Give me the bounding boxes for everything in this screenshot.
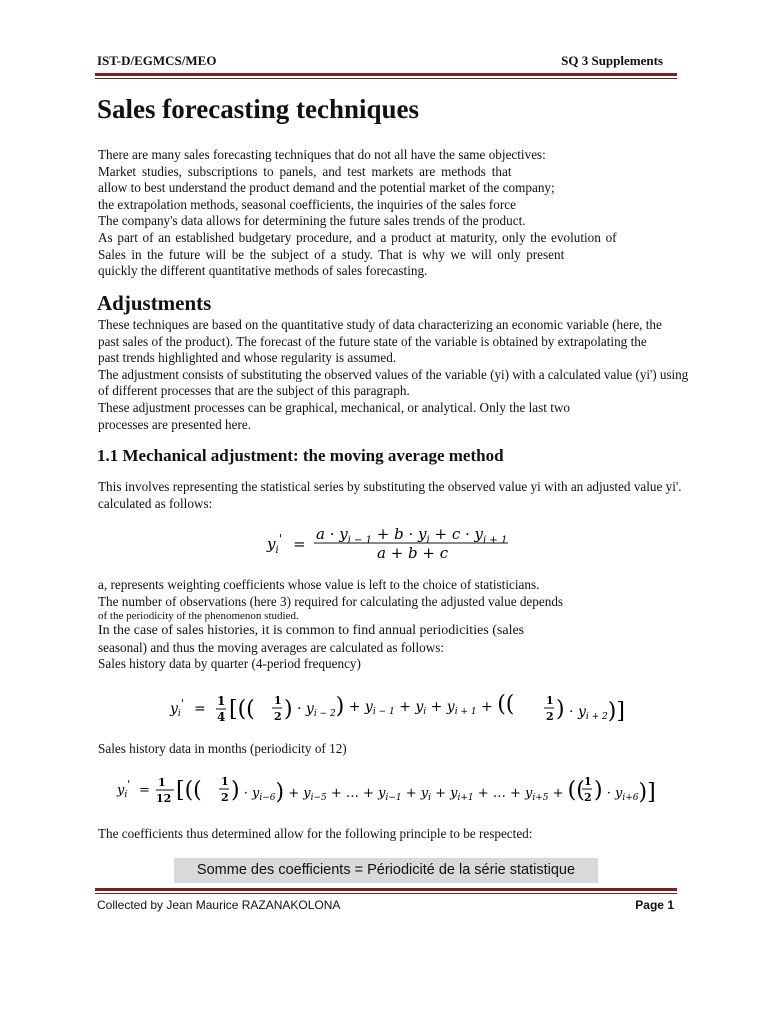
eq3-half-num: 1 [221, 775, 229, 788]
header-left: IST-D/EGMCS/MEO [97, 53, 217, 68]
eq1-numerator: $a \cdot y_{i - 1} + b \cdot y_i + c \cdot y_{i + 1}$ [316, 525, 508, 546]
text-line: seasonal) and thus the moving averages are calculated as follows: [98, 639, 445, 655]
eq3-frac-den: 12 [156, 792, 172, 805]
footer-rule [95, 888, 677, 891]
eq2-half-num: 1 [274, 694, 282, 707]
footer-rule-thin [95, 893, 677, 894]
eq2-frac-num: 1 [217, 694, 226, 708]
eq2-lhs: $y_i'$ [170, 697, 184, 719]
eq3-tail: ) · $y_{i+6}$)] [594, 778, 656, 805]
adjustments-line: past trends highlighted and whose regularity is assumed. [98, 350, 397, 366]
eq2-frac-den: 4 [217, 710, 226, 724]
section-heading: 1.1 Mechanical adjustment: the moving average method [97, 446, 504, 465]
text-line: of the periodicity of the phenomenon studied. [98, 610, 299, 623]
text-line: a, represents weighting coefficients whose value is left to the choice of statisticians. [98, 577, 540, 592]
section-line: calculated as follows: [98, 495, 213, 511]
intro-line: Sales in the future will be the subject of a study. That is why we will only present [98, 246, 565, 262]
eq1-lhs: $y_i'$ [267, 532, 282, 556]
intro-line: allow to best understand the product demand and the potential market of the company; [98, 180, 555, 196]
eq3-frac-num: 1 [158, 776, 166, 789]
coefficients-line: The coefficients thus determined allow for the following principle to be respected: [98, 826, 533, 841]
eq1-equals: = [293, 535, 306, 553]
eq3-open: [(( [176, 778, 202, 803]
intro-line: Market studies, subscriptions to panels, and test markets are methods that [98, 163, 512, 179]
months-line: Sales history data in months (periodicity of 12) [98, 741, 347, 756]
adjustments-line: past sales of the product). The forecast of the future state of the variable is obtained by extrapolating the [98, 333, 647, 349]
eq3-terms: ) · $y_{i-6}) + y_{i-5}$ + … + $y_{i-1} + y_i + y_{i+1}$ + … + $y_{i+5}$ + (( [231, 778, 585, 805]
adjustments-heading: Adjustments [97, 291, 212, 315]
eq1-denominator: a + b + c [377, 544, 449, 562]
page-title: Sales forecasting techniques [97, 94, 419, 124]
adjustments-line: These adjustment processes can be graphical, mechanical, or analytical. Only the last two [98, 399, 571, 415]
eq3-half2-num: 1 [584, 775, 592, 788]
eq3-half2-den: 2 [584, 791, 592, 804]
header-right: SQ 3 Supplements [561, 53, 663, 68]
eq2-paren: ) [284, 697, 293, 722]
adjustments-line: The adjustment consists of substituting the observed values of the variable (yi) with a calculated value (yi') using [98, 366, 689, 382]
eq2-body: [(( [229, 697, 255, 722]
principle-formula-box: Somme des coefficients = Périodicité de la série statistique [174, 858, 598, 883]
adjustments-line: These techniques are based on the quantitative study of data characterizing an economic variable (here, the [98, 317, 662, 332]
eq2-half-den: 2 [274, 710, 282, 723]
text-line: The number of observations (here 3) required for calculating the adjusted value depends [98, 593, 564, 609]
page-number: Page 1 [635, 898, 674, 912]
eq3-lhs: $y_i'$ [117, 778, 131, 800]
eq2-terms: · $y_{i - 2}) + y_{i - 1} + y_i + y_{i + 1}$ + (( [297, 692, 515, 719]
section-line: This involves representing the statistical series by substituting the observed value yi with an adjusted value yi'. [98, 479, 682, 494]
text-line: In the case of sales histories, it is common to find annual periodicities (sales [98, 623, 525, 639]
intro-line: the extrapolation methods, seasonal coefficients, the inquiries of the sales force [98, 196, 516, 212]
adjustments-line: of different processes that are the subject of this paragraph. [98, 383, 410, 399]
text-line: Sales history data by quarter (4-period frequency) [98, 656, 361, 672]
eq3-half-den: 2 [221, 791, 229, 804]
eq3-equals: = [139, 783, 150, 798]
eq2-half2-den: 2 [546, 710, 554, 723]
eq2-tail: ) · $y_{i + 2}$)] [556, 697, 625, 724]
eq2-half2-num: 1 [546, 694, 554, 707]
intro-line: quickly the different quantitative methods of sales forecasting. [98, 263, 428, 279]
adjustments-line: processes are presented here. [98, 416, 252, 432]
footer-author: Collected by Jean Maurice RAZANAKOLONA [97, 898, 341, 912]
intro-line: There are many sales forecasting techniques that do not all have the same objectives: [98, 147, 546, 162]
intro-line: The company's data allows for determining the future sales trends of the product. [98, 213, 526, 229]
eq2-equals: = [194, 701, 206, 717]
intro-line: As part of an established budgetary procedure, and a product at maturity, only the evolution of [98, 229, 617, 245]
